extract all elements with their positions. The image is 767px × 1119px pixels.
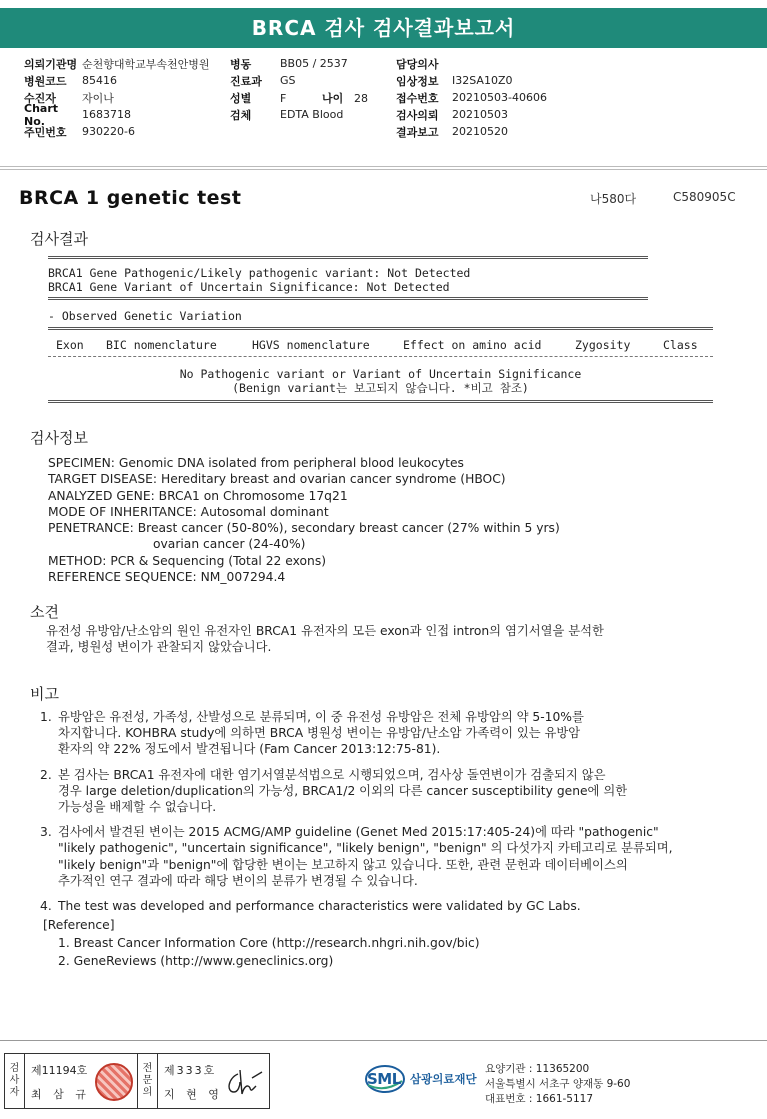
value-hospital-code: 85416 — [82, 74, 117, 87]
examiner-name: 최 삼 규 — [31, 1088, 90, 1101]
value-request-date: 20210503 — [452, 108, 508, 121]
remark-line: 유방암은 유전성, 가족성, 산발성으로 분류되며, 이 중 유전성 유방암은 전체 유방암의 약 5-10%를 — [58, 710, 584, 724]
info-row — [24, 55, 754, 72]
remark-item — [40, 767, 755, 816]
specimen-line: METHOD: PCR & Sequencing (Total 22 exons) — [48, 553, 327, 568]
specimen-line: TARGET DISEASE: Hereditary breast and ovarian cancer syndrome (HBOC) — [48, 472, 506, 487]
col-zygosity: Zygosity — [575, 338, 631, 352]
sml-logo-icon — [364, 1063, 406, 1095]
remark-line: 차지합니다. KOHBRA study에 의하면 BRCA 병원성 변이는 유방암/난소암 가족력이 있는 유방암 — [58, 726, 581, 741]
remark-text — [58, 824, 755, 889]
examiner-license: 제11194호 — [31, 1064, 88, 1077]
signature-icon — [224, 1068, 264, 1098]
label-patient: 수진자 — [24, 91, 56, 105]
results-heading: 검사결과 — [30, 230, 88, 248]
col-class: Class — [663, 338, 698, 352]
double-rule — [48, 400, 713, 403]
remark-line: "likely benign"과 "benign"에 합당한 변이는 보고하지 않고 있습니다. 또한, 관련 문헌과 데이터베이스의 — [58, 857, 628, 872]
seal-stamp-icon — [95, 1063, 133, 1101]
remark-line: 검사에서 발견된 변이는 2015 ACMG/AMP guideline (Genet Med 2015:17:405-24)에 따라 "pathogenic" — [58, 825, 659, 840]
label-ward: 병동 — [230, 57, 252, 71]
result-line-2: BRCA1 Gene Variant of Uncertain Significance: Not Detected — [48, 280, 450, 294]
double-rule — [48, 297, 648, 300]
label-specimen: 검체 — [230, 108, 252, 122]
remark-number: 4. — [40, 899, 52, 914]
value-department: GS — [280, 74, 296, 87]
specialist — [158, 1054, 269, 1108]
lab-address — [485, 1062, 630, 1107]
opinion-line-2: 결과, 병원성 변이가 관찰되지 않았습니다. — [46, 640, 272, 654]
reference-item: 1. Breast Cancer Information Core (http://research.nhgri.nih.gov/bic) — [58, 936, 480, 950]
info-row — [24, 72, 754, 89]
specimen-line: SPECIMEN: Genomic DNA isolated from peripheral blood leukocytes — [48, 456, 464, 470]
remarks-heading: 비고 — [30, 685, 59, 703]
value-age: 28 — [354, 91, 368, 105]
remark-text — [58, 898, 755, 914]
specialist-label — [138, 1054, 158, 1108]
label-chart-no: Chart No. — [24, 101, 59, 128]
divider — [0, 169, 767, 170]
sex-age-group — [280, 90, 396, 106]
footer-divider — [0, 1040, 767, 1041]
specimen-line: ANALYZED GENE: BRCA1 on Chromosome 17q21 — [48, 488, 348, 503]
remark-line: 본 검사는 BRCA1 유전자에 대한 염기서열분석법으로 시행되었으며, 검사상 돌연변이가 검출되지 않은 — [58, 767, 606, 782]
label-hospital-code: 병원코드 — [24, 74, 67, 88]
divider — [0, 166, 767, 167]
specialist-label-text: 전 문 의 — [142, 1063, 153, 1098]
value-sex: F — [280, 91, 287, 105]
value-institution: 순천향대학교부속천안병원 — [82, 57, 210, 71]
signature-box — [4, 1053, 270, 1109]
observed-variation-label: - Observed Genetic Variation — [48, 309, 242, 323]
examiner-label — [5, 1054, 25, 1108]
remark-number: 2. — [40, 767, 52, 782]
report-code-2: C580905C — [673, 190, 736, 204]
remark-line: 환자의 약 22% 정도에서 발견됩니다 (Fam Cancer 2013:12:75-81). — [58, 742, 441, 757]
label-resident-no: 주민번호 — [24, 125, 67, 139]
lab-phone: 대표번호 : 1661-5117 — [485, 1093, 594, 1105]
info-row — [24, 101, 754, 128]
remark-item — [40, 898, 755, 914]
no-variant-line-1: No Pathogenic variant or Variant of Uncertain Significance — [179, 367, 582, 381]
remark-line: 추가적인 연구 결과에 따라 해당 변이의 분류가 변경될 수 있습니다. — [58, 873, 418, 888]
specialist-license: 제333호 — [164, 1064, 217, 1077]
label-department: 진료과 — [230, 74, 262, 88]
remark-item — [40, 709, 755, 758]
label-doctor: 담당의사 — [396, 57, 439, 71]
reference-heading: [Reference] — [43, 918, 115, 932]
label-request-date: 검사의뢰 — [396, 108, 439, 122]
specimen-line: ovarian cancer (24-40%) — [153, 537, 306, 552]
value-patient: 자이나 — [82, 91, 114, 105]
specialist-name: 지 현 영 — [164, 1088, 223, 1101]
specimen-line: PENETRANCE: Breast cancer (50-80%), secondary breast cancer (27% within 5 yrs) — [48, 521, 560, 536]
value-clinical-info: I32SA10Z0 — [452, 74, 513, 87]
remark-line: The test was developed and performance characteristics were validated by GC Labs. — [58, 899, 581, 914]
specimen-heading: 검사정보 — [30, 429, 88, 447]
remark-number: 3. — [40, 825, 52, 840]
report-code-1: 나580다 — [590, 192, 637, 206]
col-hgvs: HGVS nomenclature — [252, 338, 370, 352]
label-institution: 의뢰기관명 — [24, 57, 78, 71]
double-rule — [48, 256, 648, 259]
value-resident-no: 930220-6 — [82, 125, 135, 138]
remark-item — [40, 824, 755, 889]
specimen-line: MODE OF INHERITANCE: Autosomal dominant — [48, 504, 329, 519]
remark-text — [58, 767, 755, 816]
specimen-info — [48, 455, 560, 585]
label-sex: 성별 — [230, 91, 252, 105]
remark-number: 1. — [40, 710, 52, 724]
value-report-date: 20210520 — [452, 125, 508, 138]
result-line-1: BRCA1 Gene Pathogenic/Likely pathogenic variant: Not Detected — [48, 266, 471, 280]
col-exon: Exon — [56, 338, 84, 352]
patient-info — [24, 55, 754, 140]
reference-list — [43, 916, 480, 970]
reference-item: 2. GeneReviews (http://www.geneclinics.org) — [58, 954, 334, 968]
value-specimen: EDTA Blood — [280, 108, 344, 121]
label-age: 나이 — [322, 91, 344, 105]
sml-logo-text: SML — [367, 1070, 401, 1088]
value-receipt-no: 20210503-40606 — [452, 91, 547, 104]
col-bic: BIC nomenclature — [106, 338, 217, 352]
value-ward: BB05 / 2537 — [280, 57, 348, 70]
dashed-rule — [48, 356, 713, 357]
lab-location: 서울특별시 서초구 양재동 9-60 — [485, 1078, 631, 1090]
label-receipt-no: 접수번호 — [396, 91, 439, 105]
examiner — [25, 1054, 138, 1108]
remark-line: 경우 large deletion/duplication의 가능성, BRCA1/2 이외의 다른 cancer susceptibility gene에 의한 — [58, 783, 628, 798]
report-title: BRCA 1 genetic test — [19, 187, 242, 209]
info-row — [24, 89, 754, 106]
double-rule — [48, 327, 713, 330]
remark-line: "likely pathogenic", "uncertain significance", "likely benign", "benign" 의 다섯가지 카테고리로 분류되며, — [58, 841, 673, 856]
remarks-list — [40, 709, 755, 923]
label-report-date: 결과보고 — [396, 125, 439, 139]
no-variant-line-2: (Benign variant는 보고되지 않습니다. *비고 참조) — [232, 381, 529, 395]
label-clinical-info: 임상정보 — [396, 74, 439, 88]
lab-logo — [364, 1063, 477, 1095]
specimen-line: REFERENCE SEQUENCE: NM_007294.4 — [48, 570, 286, 585]
value-chart-no: 1683718 — [82, 108, 131, 121]
opinion-heading: 소견 — [30, 603, 59, 621]
report-header: BRCA 검사 검사결과보고서 — [0, 8, 767, 48]
col-effect: Effect on amino acid — [403, 338, 542, 352]
lab-code: 요양기관 : 11365200 — [485, 1063, 590, 1075]
lab-name: 삼광의료재단 — [410, 1072, 477, 1086]
variant-table-header — [48, 338, 713, 352]
opinion-line-1: 유전성 유방암/난소암의 원인 유전자인 BRCA1 유전자의 모든 exon과 인접 intron의 염기서열을 분석한 — [46, 624, 604, 638]
remark-text — [58, 709, 755, 758]
examiner-label-text: 검 사 자 — [9, 1063, 20, 1098]
info-row — [24, 123, 754, 140]
remark-line: 가능성을 배제할 수 없습니다. — [58, 800, 217, 815]
